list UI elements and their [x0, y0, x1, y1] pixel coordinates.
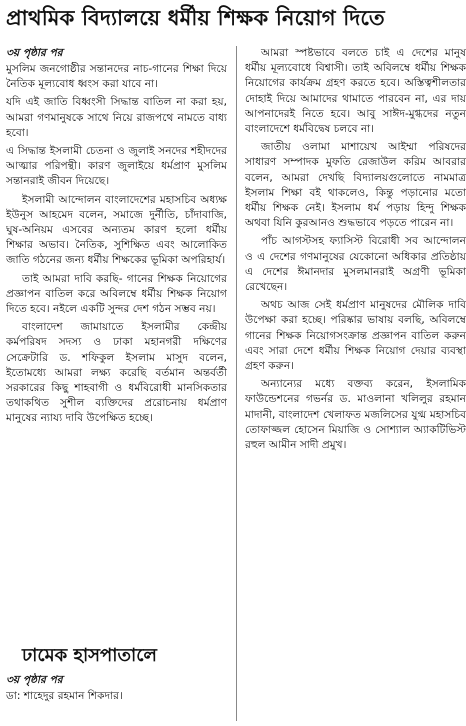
article-paragraph: বাংলাদেশ জামায়াতে ইসলামীর কেন্দ্রীয় কর্মপরিষদ সদস্য ও ঢাকা মহানগরী দক্ষিণের সেক্রেটারি ড. শফিকুল ইসলাম মাসুদ বলেন, ইতোমধ্যে আমরা লক্ষ্য করেছি বর্তমান অন্তর্বর্তী সরকারের কিছু শাহবাগী ও ধর্মবিরোধী মানসিকতার তথাকথিত সুশীল ব্যক্তিদের প্ররোচনায় ধর্মপ্রাণ মানুষের ন্যায্য দাবি উপেক্ষিত হচ্ছে। — [6, 321, 227, 425]
article-paragraph: অথচ আজ সেই ধর্মপ্রাণ মানুষদের মৌলিক দাবি উপেক্ষা করা হচ্ছে। পরিষ্কার ভাষায় বলছি, অবিলম্বে গানের শিক্ষক নিয়োগসংক্রান্ত প্রজ্ঞাপন বাতিল করুন এবং সারা দেশে ধর্মীয় শিক্ষক নিয়োগ দেয়ার ব্যবস্থা গ্রহণ করুন। — [245, 299, 466, 373]
article-paragraph: ডা: শাহেদুর রহমান শিকদার। — [6, 690, 123, 702]
continued-from-label: ৩য় পৃষ্ঠার পর — [6, 47, 63, 59]
article-left-column — [6, 46, 227, 630]
article-paragraph: মুসলিম জনগোষ্ঠীর সন্তানদের নাচ-গানের শিক্ষা দিয়ে নৈতিক মূল্যবোধ ধ্বংস করা যাবে না। — [6, 63, 227, 91]
continued-from-label: ৩য় পৃষ্ঠার পর — [6, 674, 63, 686]
second-article-headline: ঢামেক হাসপাতালে — [22, 645, 157, 666]
second-article-body — [6, 673, 227, 726]
article-paragraph: অন্যান্যের মধ্যে বক্তব্য করেন, ইসলামিক ফাউন্ডেশনের গভর্নর ড. মাওলানা খলিলুর রহমান মাদানী, বাংলাদেশ খেলাফত মজলিসের যুগ্ম মহাসচিব তোফাজ্জল হোসেন মিয়াজি ও সোশ্যাল অ্যাকটিভিস্ট রহুল আমীন সাদী প্রমুখ। — [245, 378, 466, 452]
article-paragraph: ইসলামী আন্দোলন বাংলাদেশের মহাসচিব অধ্যক্ষ ইউনুস আহমেদ বলেন, সমাজে দুর্নীতি, চাঁদাবাজি, ঘুষ-অনিয়ম এসবের অন্যতম কারণ হলো ধর্মীয় শিক্ষার অভাব। নৈতিক, সুশিক্ষিত এবং আলোকিত জাতি গঠনের জন্য ধর্মীয় শিক্ষকের ভূমিকা অপরিহার্য। — [6, 193, 227, 267]
article-paragraph: জাতীয় ওলামা মাশায়েখ আইম্মা পরিষদের সাধারণ সম্পাদক মুফতি রেজাউল করিম আবরার বলেন, আমরা দেখছি বিদ্যালয়গুলোতে নামমাত্র ইসলাম শিক্ষা বই থাকলেও, কিন্তু পড়ানোর মতো ধর্মীয় শিক্ষক নেই। ইসলাম ধর্ম পড়ায় হিন্দু শিক্ষক অথবা যিনি কুরআনও শুদ্ধভাবে পড়তে পারেন না। — [245, 141, 466, 230]
column-divider — [236, 46, 237, 721]
article-paragraph: এ সিদ্ধান্ত ইসলামী চেতনা ও জুলাই সনদের শহীদদের আত্মার পরিপন্থী। কারণ জুলাইয়ে ধর্মপ্রাণ মুসলিম সন্তানরাই জীবন দিয়েছে। — [6, 145, 227, 188]
article-paragraph: যদি এই জাতি বিধ্বংসী সিদ্ধান্ত বাতিল না করা হয়, আমরা গণমানুষকে সাথে নিয়ে রাজপথে নামতে বাধ্য হবো। — [6, 96, 227, 139]
article-paragraph: পাঁচ আগস্টসহ ফ্যাসিস্ট বিরোধী সব আন্দোলন ও এ দেশের গণমানুষের যেকোনো অধিকার প্রতিষ্ঠায় এ দেশের ঈমানদার মুসলমানরাই অগ্রণী ভূমিকা রেখেছেন। — [245, 235, 466, 294]
article-headline: প্রাথমিক বিদ্যালয়ে ধর্মীয় শিক্ষক নিয়োগ দিতে — [6, 6, 385, 30]
article-right-column — [245, 46, 466, 721]
article-paragraph: আমরা স্পষ্টভাবে বলতে চাই এ দেশের মানুষ ধর্মীয় মূল্যবোধে বিশ্বাসী। তাই অবিলম্বে ধর্মীয় শিক্ষক নিয়োগের কার্যক্রম গ্রহণ করতে হবে। অস্তিত্বশীলতার দোহাই দিয়ে আমাদের থামাতে পারবেন না, এর দায় আপনাদেরই নিতে হবে। আবু সাঈদ-মুগ্ধদের নতুন বাংলাদেশে ধর্মবিদ্বেষ চলবে না। — [245, 47, 466, 136]
article-paragraph: তাই আমরা দাবি করছি- গানের শিক্ষক নিয়োগের প্রজ্ঞাপন বাতিল করে অবিলম্বে ধর্মীয় শিক্ষক নিয়োগ দিতে হবে। নইলে একটি সুন্দর দেশ গঠন সম্ভব নয়। — [6, 272, 227, 316]
